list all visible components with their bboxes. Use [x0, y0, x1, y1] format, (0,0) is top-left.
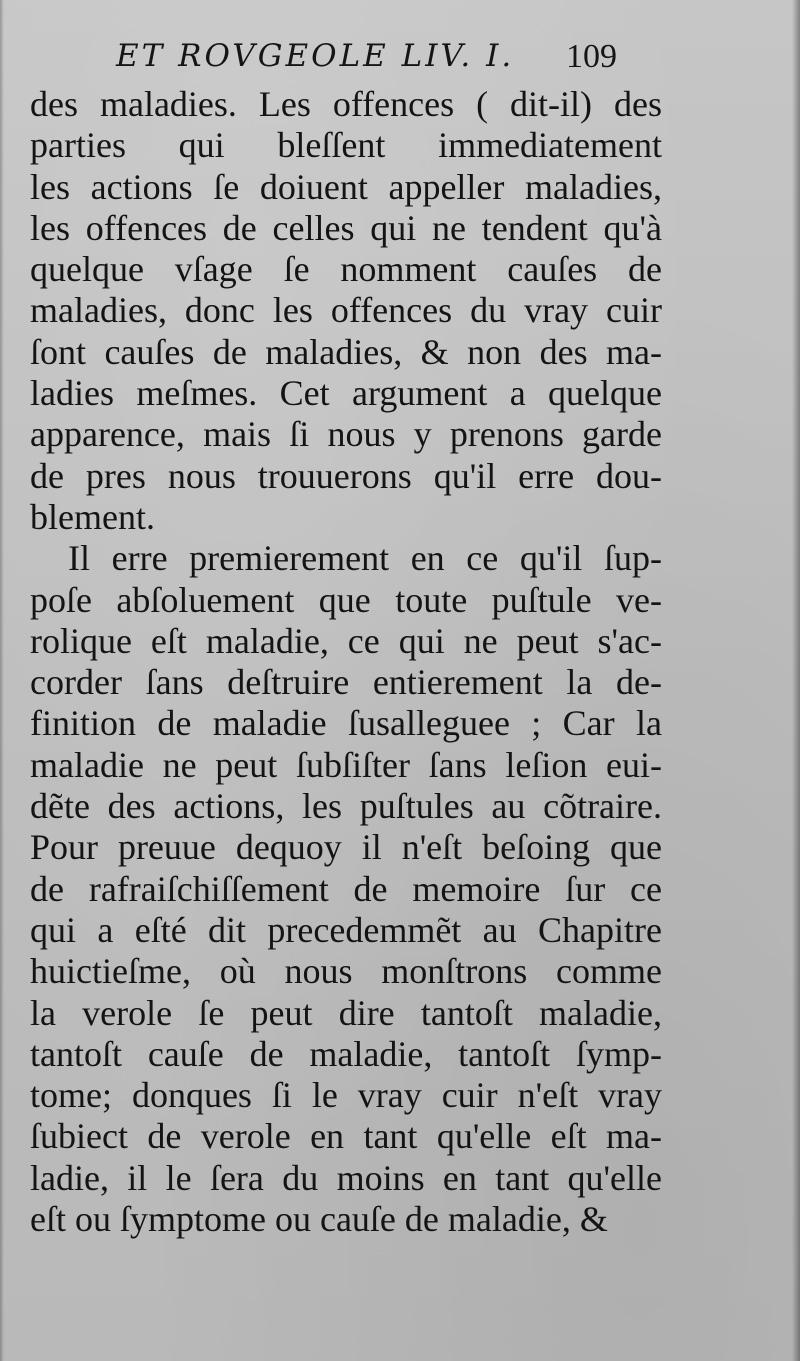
- text-line: corder ſans deſtruire entierement la de-: [30, 662, 662, 703]
- text-line: blement.: [30, 496, 155, 537]
- text-line: les actions ſe doiuent appeller maladies,: [30, 166, 662, 207]
- text-line: Pour preuue dequoy il n'eſt beſoing que: [30, 827, 662, 868]
- text-line: maladie ne peut ſubſiſter ſans leſion eui-: [30, 744, 662, 785]
- text-line: de pres nous trouuerons qu'il erre dou-: [30, 455, 662, 496]
- text-line: de rafraiſchiſſement de memoire ſur ce: [30, 868, 662, 909]
- text-line: huictieſme, où nous monſtrons comme: [30, 951, 662, 992]
- text-line: rolique eſt maladie, ce qui ne peut s'ac-: [30, 620, 662, 661]
- running-head: [0, 38, 800, 82]
- text-line: tantoſt cauſe de maladie, tantoſt ſymp-: [30, 1033, 662, 1074]
- text-line: ſubiect de verole en tant qu'elle eſt ma-: [30, 1116, 662, 1157]
- text-line: ſont cauſes de maladies, & non des ma-: [30, 331, 662, 372]
- page-shadow-right: [792, 0, 800, 1361]
- text-line: les offences de celles qui ne tendent qu'à: [30, 207, 662, 248]
- page-number: 109: [566, 38, 617, 75]
- text-line: quelque vſage ſe nomment cauſes de: [30, 249, 662, 290]
- text-line: eſt ou ſymptome ou cauſe de maladie, &: [30, 1199, 608, 1240]
- text-line: la verole ſe peut dire tantoſt maladie,: [30, 992, 662, 1033]
- text-line: qui a eſté dit precedemmẽt au Chapitre: [30, 909, 662, 950]
- text-line: dẽte des actions, les puſtules au cõtraire.: [30, 786, 662, 827]
- text-line: apparence, mais ſi nous y prenons garde: [30, 414, 662, 455]
- text-line: maladies, donc les offences du vray cuir: [30, 290, 662, 331]
- text-line: parties qui bleſſent immediatement: [30, 125, 662, 166]
- running-head-title: ET ROVGEOLE LIV. I.: [116, 38, 515, 74]
- body-text: [30, 84, 662, 1240]
- paragraph-first-line: Il erre premierement en ce qu'il ſup-: [68, 538, 662, 579]
- text-line: ladies meſmes. Cet argument a quelque: [30, 373, 662, 414]
- text-line: des maladies. Les offences ( dit-il) des: [30, 84, 662, 124]
- text-line: poſe abſoluement que toute puſtule ve-: [30, 579, 662, 620]
- page-shadow-left: [0, 0, 4, 1361]
- text-line: tome; donques ſi le vray cuir n'eſt vray: [30, 1075, 662, 1116]
- text-line: finition de maladie ſusalleguee ; Car la: [30, 703, 662, 744]
- text-line: ladie, il le ſera du moins en tant qu'elle: [30, 1157, 662, 1198]
